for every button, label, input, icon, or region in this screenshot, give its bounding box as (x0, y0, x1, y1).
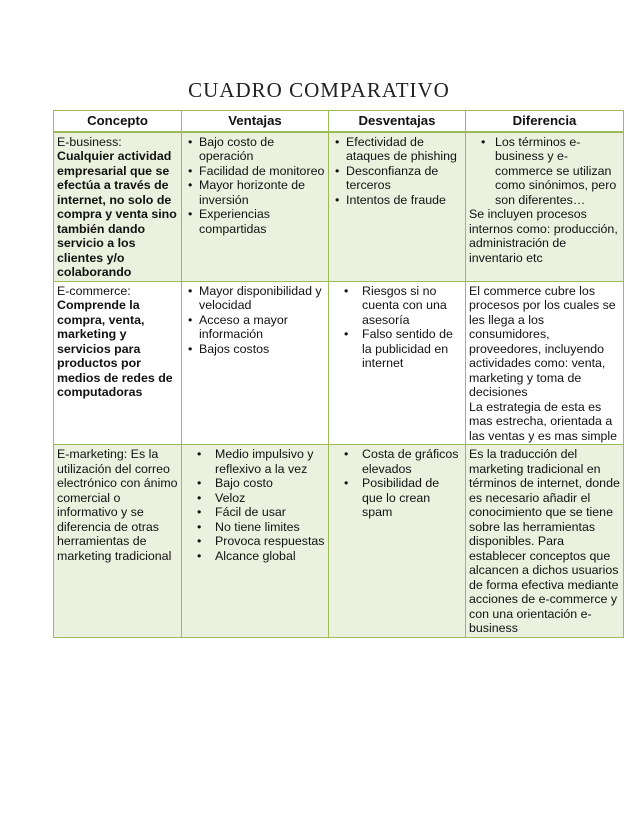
list-item: • Bajo costo de operación (185, 135, 325, 164)
concept-body: Cualquier actividad empresarial que se efectúa a través de internet, no solo de compra y venta sino también dando servicio a los clientes y/o colaborando (57, 149, 177, 279)
header-desventajas: Desventajas (329, 111, 466, 132)
ventajas-cell (182, 445, 329, 638)
diferencia-cell (466, 281, 624, 445)
list-item: • Mayor disponibilidad y velocidad (185, 284, 325, 313)
desventajas-list (332, 447, 462, 520)
document-title: CUADRO COMPARATIVO (188, 78, 450, 102)
list-item: • Bajos costos (185, 342, 325, 357)
list-item: • Facilidad de monitoreo (185, 164, 325, 179)
diferencia-text: Es la traducción del marketing tradicional en términos de internet, donde es necesario añadir el conocimiento que se tiene sobre las herramientas disponibles. Para establecer conceptos que alcancen a dichos usuarios de forma efectiva mediante acciones de e-commerce y con una orientación e-business (469, 447, 620, 635)
list-item: • Provoca respuestas (185, 534, 325, 549)
list-item: • Mayor horizonte de inversión (185, 178, 325, 207)
table-header-row (54, 111, 624, 132)
list-item: • Efectividad de ataques de phishing (332, 135, 462, 164)
list-item: • Los términos e-business y e-commerce se utilizan como sinónimos, pero son diferentes… (469, 135, 620, 208)
header-ventajas: Ventajas (182, 111, 329, 132)
desventajas-list (332, 284, 462, 371)
list-item: • Posibilidad de que lo crean spam (332, 476, 462, 520)
ventajas-list (185, 284, 325, 357)
desventajas-cell (329, 281, 466, 445)
header-diferencia: Diferencia (466, 111, 624, 132)
list-item: • Desconfianza de terceros (332, 164, 462, 193)
concept-cell (54, 281, 182, 445)
diferencia-text-2: La estrategia de esta es mas estrecha, orientada a las ventas y es mas simple (469, 399, 618, 443)
table-row-ebusiness (54, 132, 624, 282)
list-item: • Falso sentido de la publicidad en internet (332, 327, 462, 371)
concept-cell (54, 445, 182, 638)
desventajas-cell (329, 132, 466, 282)
comparison-table (53, 110, 624, 638)
table-row-emarketing (54, 445, 624, 638)
list-item: • Veloz (185, 491, 325, 506)
concept-cell (54, 132, 182, 282)
ventajas-list (185, 447, 325, 563)
list-item: • Riesgos si no cuenta con una asesoría (332, 284, 462, 328)
concept-lead: E-business: (57, 134, 122, 149)
diferencia-text: Se incluyen procesos internos como: producción, administración de inventario etc (469, 207, 618, 265)
diferencia-list (469, 135, 620, 208)
list-item: • Experiencias compartidas (185, 207, 325, 236)
concept-body: Comprende la compra, venta, marketing y servicios para productos por medios de redes de computadoras (57, 298, 173, 399)
list-item: • Bajo costo (185, 476, 325, 491)
diferencia-cell (466, 445, 624, 638)
diferencia-cell (466, 132, 624, 282)
desventajas-list (332, 135, 462, 208)
ventajas-list (185, 135, 325, 237)
list-item: • Fácil de usar (185, 505, 325, 520)
list-item: • Costa de gráficos elevados (332, 447, 462, 476)
table-row-ecommerce (54, 281, 624, 445)
concept-lead: E-commerce: (57, 283, 131, 298)
diferencia-text: El commerce cubre los procesos por los cuales se les llega a los consumidores, proveedores, incluyendo actividades como: venta, marketing y toma de decisiones (469, 283, 616, 399)
desventajas-cell (329, 445, 466, 638)
list-item: • Alcance global (185, 549, 325, 564)
ventajas-cell (182, 132, 329, 282)
ventajas-cell (182, 281, 329, 445)
concept-lead: E-marketing: Es la utilización del correo electrónico con ánimo comercial o informativo y se diferencia de otras herramientas de marketing tradicional (57, 447, 178, 563)
header-concepto: Concepto (54, 111, 182, 132)
list-item: • Intentos de fraude (332, 193, 462, 208)
list-item: • Medio impulsivo y reflexivo a la vez (185, 447, 325, 476)
list-item: • Acceso a mayor información (185, 313, 325, 342)
list-item: • No tiene limites (185, 520, 325, 535)
